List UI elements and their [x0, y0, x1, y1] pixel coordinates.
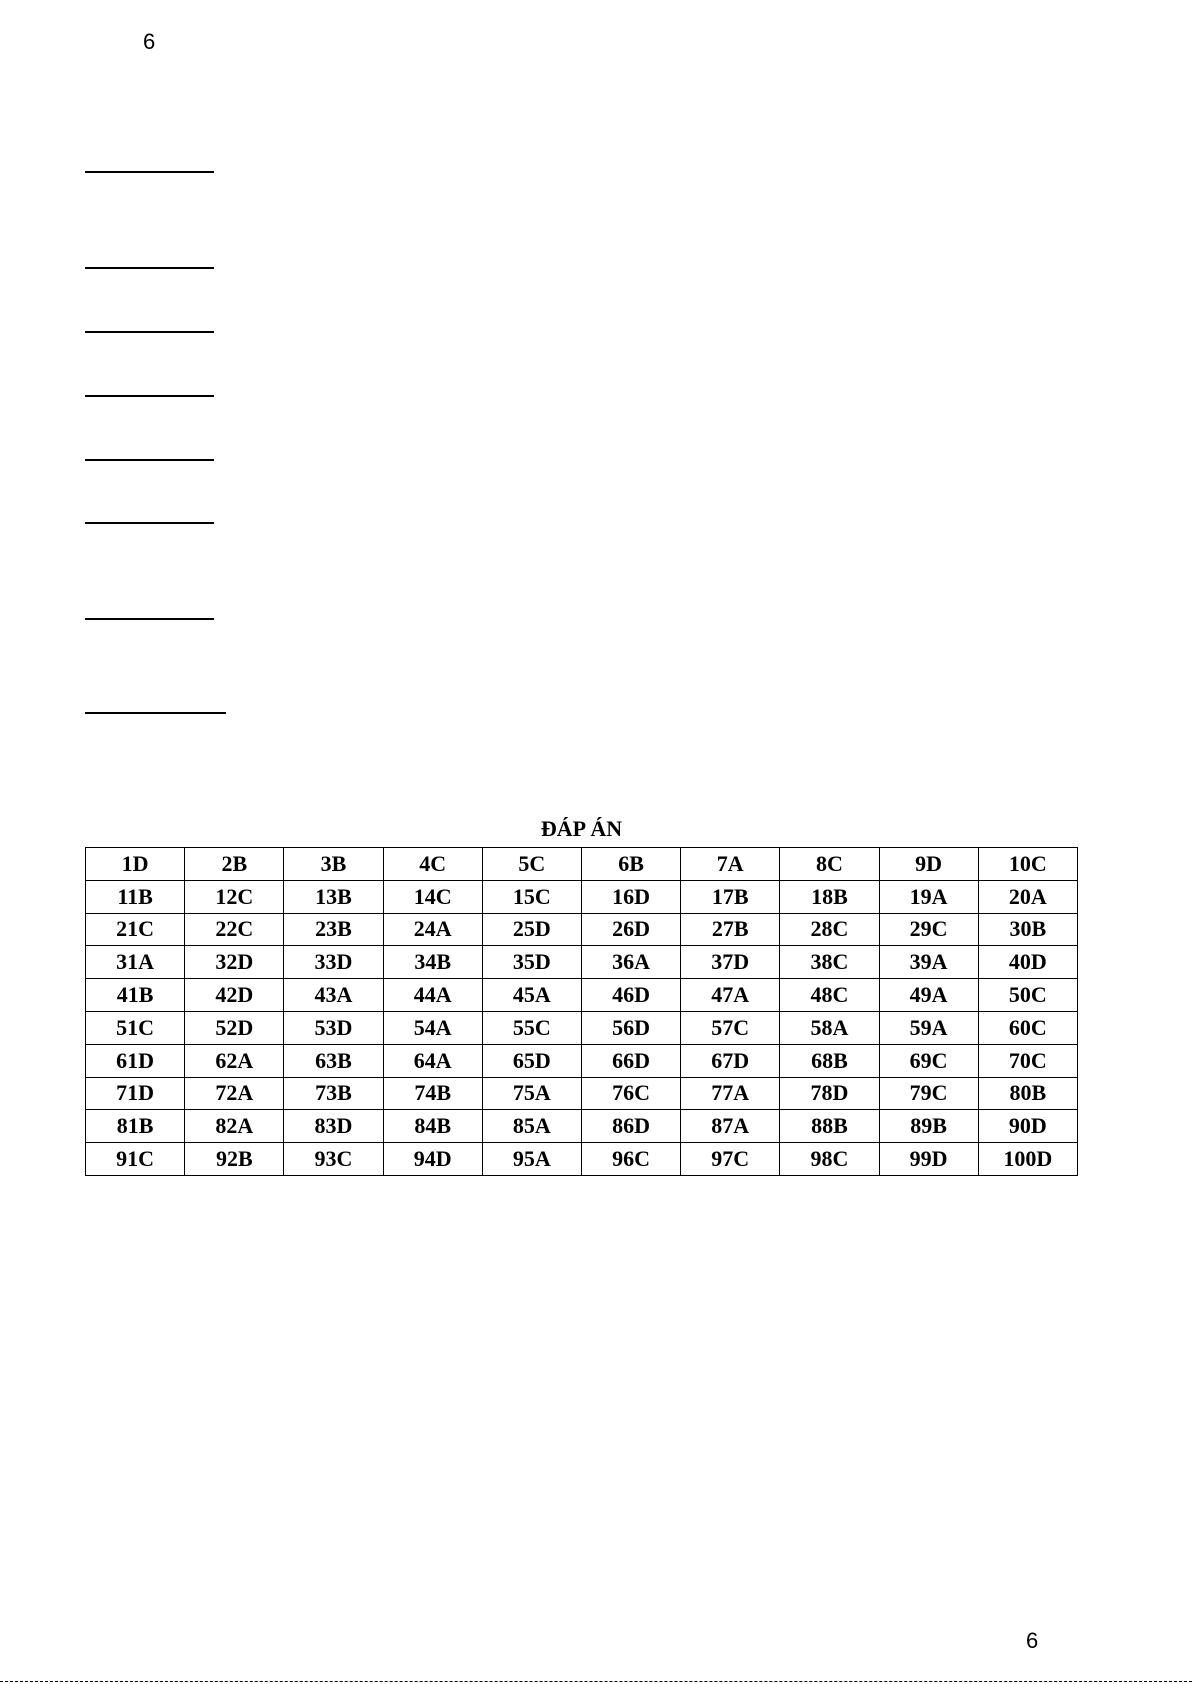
answer-cell: 2B — [185, 848, 284, 881]
table-row — [86, 946, 1078, 979]
answer-cell: 57C — [681, 1011, 780, 1044]
answer-cell: 28C — [780, 913, 879, 946]
answer-cell: 66D — [581, 1044, 680, 1077]
answer-cell: 90D — [978, 1110, 1077, 1143]
answer-cell: 100D — [978, 1143, 1077, 1176]
answer-cell: 26D — [581, 913, 680, 946]
page-number-top: 6 — [143, 29, 156, 54]
answer-key-title: ĐÁP ÁN — [540, 816, 623, 841]
blank-line — [85, 618, 214, 620]
answer-cell: 44A — [383, 979, 482, 1012]
answer-cell: 94D — [383, 1143, 482, 1176]
answer-key-table — [85, 847, 1078, 1176]
answer-cell: 98C — [780, 1143, 879, 1176]
answer-cell: 41B — [86, 979, 185, 1012]
table-row — [86, 1143, 1078, 1176]
answer-cell: 42D — [185, 979, 284, 1012]
table-row — [86, 848, 1078, 881]
answer-cell: 63B — [284, 1044, 383, 1077]
answer-cell: 52D — [185, 1011, 284, 1044]
answer-cell: 46D — [581, 979, 680, 1012]
answer-cell: 80B — [978, 1077, 1077, 1110]
answer-cell: 68B — [780, 1044, 879, 1077]
answer-cell: 39A — [879, 946, 978, 979]
blank-line — [85, 459, 214, 461]
answer-cell: 59A — [879, 1011, 978, 1044]
answer-cell: 71D — [86, 1077, 185, 1110]
answer-cell: 61D — [86, 1044, 185, 1077]
answer-cell: 49A — [879, 979, 978, 1012]
blank-line — [85, 267, 214, 269]
answer-cell: 19A — [879, 880, 978, 913]
answer-cell: 88B — [780, 1110, 879, 1143]
answer-cell: 93C — [284, 1143, 383, 1176]
answer-cell: 20A — [978, 880, 1077, 913]
answer-cell: 65D — [482, 1044, 581, 1077]
answer-cell: 23B — [284, 913, 383, 946]
answer-cell: 31A — [86, 946, 185, 979]
answer-cell: 16D — [581, 880, 680, 913]
answer-cell: 6B — [581, 848, 680, 881]
answer-cell: 25D — [482, 913, 581, 946]
answer-cell: 5C — [482, 848, 581, 881]
answer-cell: 13B — [284, 880, 383, 913]
blank-line — [85, 331, 214, 333]
answer-cell: 15C — [482, 880, 581, 913]
answer-cell: 17B — [681, 880, 780, 913]
answer-cell: 87A — [681, 1110, 780, 1143]
answer-cell: 72A — [185, 1077, 284, 1110]
answer-cell: 40D — [978, 946, 1077, 979]
answer-cell: 35D — [482, 946, 581, 979]
answer-cell: 7A — [681, 848, 780, 881]
answer-cell: 85A — [482, 1110, 581, 1143]
answer-cell: 9D — [879, 848, 978, 881]
answer-cell: 55C — [482, 1011, 581, 1044]
answer-cell: 12C — [185, 880, 284, 913]
answer-cell: 4C — [383, 848, 482, 881]
answer-cell: 30B — [978, 913, 1077, 946]
table-row — [86, 1077, 1078, 1110]
answer-cell: 22C — [185, 913, 284, 946]
answer-cell: 70C — [978, 1044, 1077, 1077]
answer-cell: 11B — [86, 880, 185, 913]
answer-cell: 89B — [879, 1110, 978, 1143]
answer-cell: 24A — [383, 913, 482, 946]
table-row — [86, 1011, 1078, 1044]
answer-cell: 99D — [879, 1143, 978, 1176]
answer-cell: 54A — [383, 1011, 482, 1044]
answer-cell: 50C — [978, 979, 1077, 1012]
answer-cell: 92B — [185, 1143, 284, 1176]
answer-cell: 82A — [185, 1110, 284, 1143]
answer-cell: 95A — [482, 1143, 581, 1176]
answer-cell: 69C — [879, 1044, 978, 1077]
answer-cell: 21C — [86, 913, 185, 946]
blank-line — [85, 395, 214, 397]
answer-cell: 29C — [879, 913, 978, 946]
table-row — [86, 913, 1078, 946]
answer-cell: 74B — [383, 1077, 482, 1110]
answer-cell: 51C — [86, 1011, 185, 1044]
answer-cell: 73B — [284, 1077, 383, 1110]
answer-cell: 34B — [383, 946, 482, 979]
blank-line — [85, 171, 214, 173]
answer-cell: 91C — [86, 1143, 185, 1176]
answer-cell: 83D — [284, 1110, 383, 1143]
answer-cell: 14C — [383, 880, 482, 913]
answer-cell: 33D — [284, 946, 383, 979]
answer-cell: 75A — [482, 1077, 581, 1110]
answer-cell: 27B — [681, 913, 780, 946]
table-row — [86, 880, 1078, 913]
answer-cell: 86D — [581, 1110, 680, 1143]
table-row — [86, 1110, 1078, 1143]
table-row — [86, 979, 1078, 1012]
answer-cell: 76C — [581, 1077, 680, 1110]
answer-cell: 60C — [978, 1011, 1077, 1044]
answer-cell: 77A — [681, 1077, 780, 1110]
page-number-bottom: 6 — [1026, 1628, 1039, 1653]
answer-cell: 45A — [482, 979, 581, 1012]
answer-cell: 10C — [978, 848, 1077, 881]
blank-line — [85, 712, 226, 714]
answer-cell: 48C — [780, 979, 879, 1012]
answer-cell: 96C — [581, 1143, 680, 1176]
answer-cell: 47A — [681, 979, 780, 1012]
answer-cell: 67D — [681, 1044, 780, 1077]
answer-cell: 43A — [284, 979, 383, 1012]
answer-cell: 53D — [284, 1011, 383, 1044]
answer-cell: 1D — [86, 848, 185, 881]
answer-cell: 38C — [780, 946, 879, 979]
answer-cell: 32D — [185, 946, 284, 979]
answer-cell: 36A — [581, 946, 680, 979]
answer-cell: 81B — [86, 1110, 185, 1143]
page-bottom-rule — [0, 1681, 1192, 1682]
answer-cell: 64A — [383, 1044, 482, 1077]
answer-cell: 97C — [681, 1143, 780, 1176]
answer-cell: 58A — [780, 1011, 879, 1044]
table-row — [86, 1044, 1078, 1077]
answer-cell: 56D — [581, 1011, 680, 1044]
answer-cell: 8C — [780, 848, 879, 881]
answer-cell: 18B — [780, 880, 879, 913]
answer-cell: 62A — [185, 1044, 284, 1077]
blank-line — [85, 522, 214, 524]
answer-cell: 37D — [681, 946, 780, 979]
answer-cell: 79C — [879, 1077, 978, 1110]
answer-cell: 78D — [780, 1077, 879, 1110]
answer-cell: 84B — [383, 1110, 482, 1143]
answer-cell: 3B — [284, 848, 383, 881]
